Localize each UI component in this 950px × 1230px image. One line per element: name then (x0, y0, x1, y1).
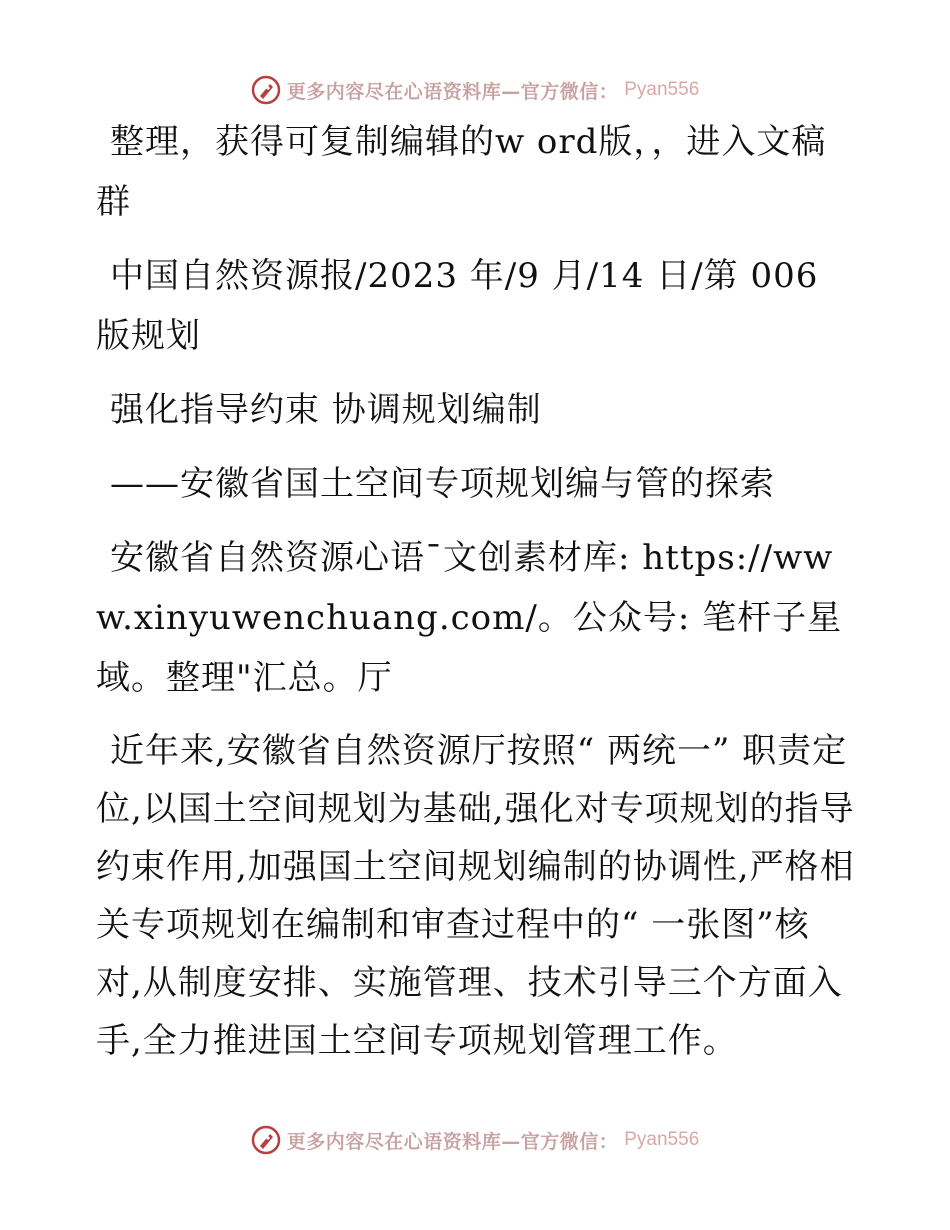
footer-banner (0, 1122, 950, 1158)
article-title: 强化指导约束 协调规划编制 (110, 390, 542, 430)
banner-wechat-id: Pyan556 (624, 79, 700, 100)
author-line: 安徽省自然资源心语¯文创素材库: https://www.xinyuwenchuang.com/。公众号: 笔杆子星域。整理"汇总。厅 (96, 538, 843, 698)
banner-wechat-id: Pyan556 (624, 1129, 700, 1150)
header-banner (0, 72, 950, 108)
body-paragraph: 近年来,安徽省自然资源厅按照“ 两统一” 职责定位,以国土空间规划为基础,强化对专项规划的指导约束作用,加强国土空间规划编制的协调性,严格相关专项规划在编制和审查过程中的“ 一张图”核对,从制度安排、实施管理、技术引导三个方面入手,全力推进国土空间专项规划管理工作。 (96, 731, 855, 1061)
article-subtitle: ——安徽省国土空间专项规划编与管的探索 (110, 464, 775, 504)
banner-text: 更多内容尽在心语资料库—官方微信： (286, 1130, 619, 1153)
pen-nib-logo-icon (251, 1125, 281, 1155)
pen-nib-logo-icon (251, 75, 281, 105)
source-line: 中国自然资源报/2023 年/9 月/14 日/第 006 版规划 (96, 256, 819, 356)
banner-text: 更多内容尽在心语资料库—官方微信： (286, 80, 619, 103)
document-body (96, 112, 856, 1084)
intro-note: 整理，获得可复制编辑的w ord版，，进入文稿群 (96, 122, 827, 222)
